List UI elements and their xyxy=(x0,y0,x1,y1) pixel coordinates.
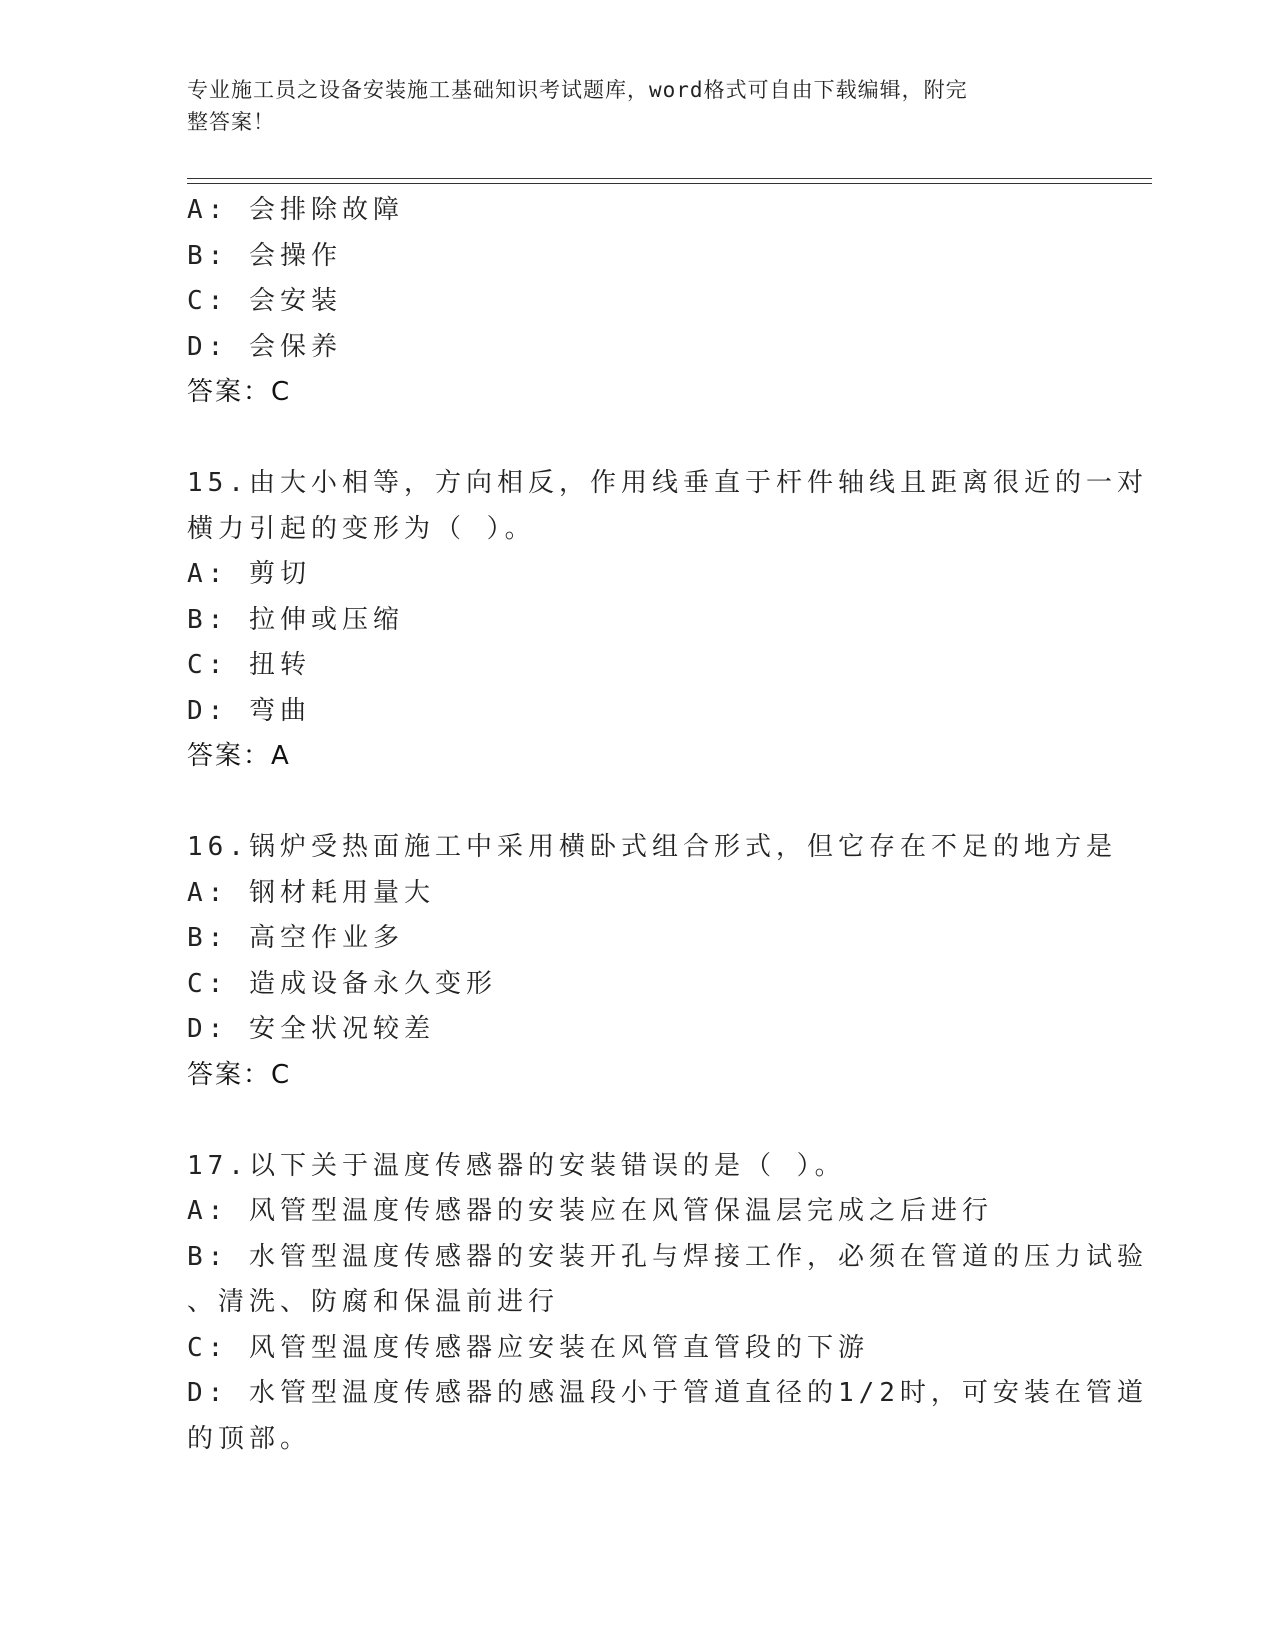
answer-line: 答案：C xyxy=(187,377,292,407)
option-b: B: 高空作业多 xyxy=(187,923,404,953)
option-d: D: 水管型温度传感器的感温段小于管道直径的1/2时，可安装在管道 xyxy=(187,1378,1148,1408)
question-stem-continued: 横力引起的变形为（ ）。 xyxy=(187,513,536,544)
question-16 xyxy=(187,825,1117,1098)
option-d: D: 会保养 xyxy=(187,331,342,362)
option-d-continued: 的顶部。 xyxy=(187,1423,312,1454)
question-list xyxy=(187,188,1148,1462)
question-stem: 15.由大小相等，方向相反，作用线垂直于杆件轴线且距离很近的一对 xyxy=(187,468,1148,498)
option-b: B: 会操作 xyxy=(187,240,342,271)
header-divider-bottom xyxy=(187,183,1152,184)
question-stem: 17.以下关于温度传感器的安装错误的是（ ）。 xyxy=(187,1150,846,1181)
option-c: C: 扭转 xyxy=(187,650,311,680)
option-a: A: 剪切 xyxy=(187,559,311,589)
question-gap xyxy=(187,1098,1087,1144)
option-a: A: 风管型温度传感器的安装应在风管保温层完成之后进行 xyxy=(187,1196,993,1226)
question-15 xyxy=(187,461,1148,780)
question-stem: 16.锅炉受热面施工中采用横卧式组合形式，但它存在不足的地方是 xyxy=(187,832,1117,862)
option-a: A: 会排除故障 xyxy=(187,195,404,225)
header-line-1: 专业施工员之设备安装施工基础知识考试题库，word格式可自由下载编辑，附完 xyxy=(187,78,968,102)
question-17 xyxy=(187,1144,1148,1463)
option-c: C: 造成设备永久变形 xyxy=(187,968,497,999)
option-d: D: 弯曲 xyxy=(187,695,311,726)
option-c: C: 风管型温度传感器应安装在风管直管段的下游 xyxy=(187,1332,869,1363)
document-header xyxy=(187,74,1067,138)
option-a: A: 钢材耗用量大 xyxy=(187,877,435,908)
answer-line: 答案：A xyxy=(187,741,291,771)
answer-line: 答案：C xyxy=(187,1059,292,1090)
question-gap xyxy=(187,780,1087,826)
option-b-continued: 、清洗、防腐和保温前进行 xyxy=(187,1287,560,1317)
header-line-2: 整答案！ xyxy=(187,110,275,134)
option-b: B: 水管型温度传感器的安装开孔与焊接工作，必须在管道的压力试验 xyxy=(187,1241,1148,1272)
question-14-partial xyxy=(187,188,1087,416)
option-b: B: 拉伸或压缩 xyxy=(187,604,404,635)
option-c: C: 会安装 xyxy=(187,286,342,316)
option-d: D: 安全状况较差 xyxy=(187,1014,435,1044)
header-divider-top xyxy=(187,178,1152,179)
question-gap xyxy=(187,416,1087,462)
